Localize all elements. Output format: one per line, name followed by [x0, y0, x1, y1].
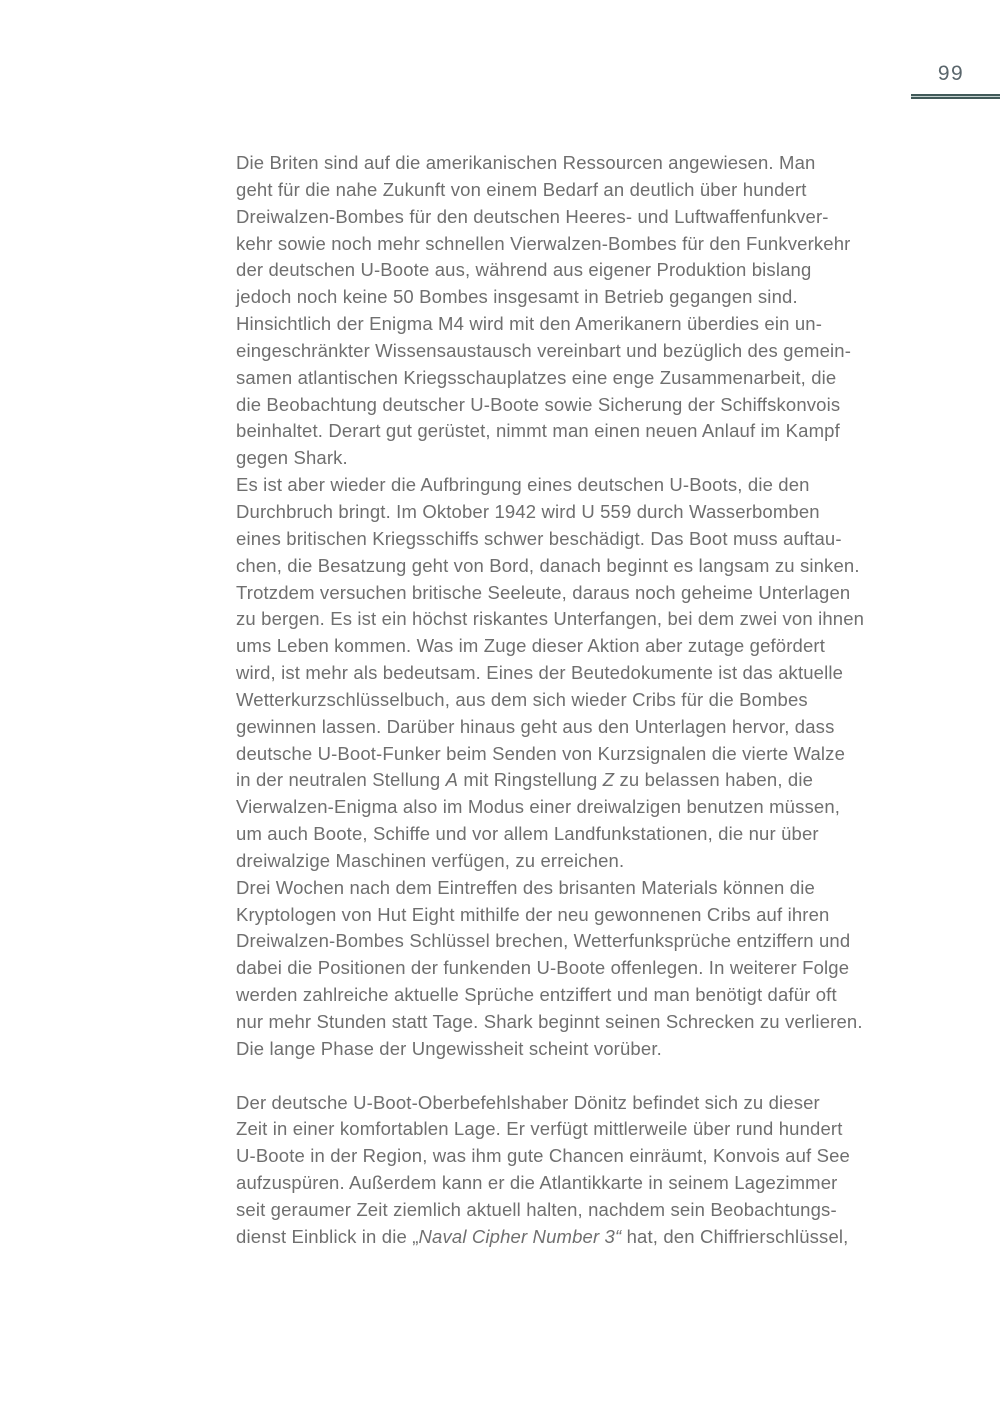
text-line: seit geraumer Zeit ziemlich aktuell halten, nachdem sein Beobachtungs- [236, 1198, 837, 1220]
text-line: Vierwalzen-Enigma also im Modus einer dreiwalzigen benutzen müssen, [236, 796, 841, 818]
text-line: eines britischen Kriegsschiffs schwer beschädigt. Das Boot muss auftau- [236, 527, 842, 549]
text-line: die Beobachtung deutscher U-Boote sowie Sicherung der Schiffskonvois [236, 393, 841, 415]
text-line: gegen Shark. [236, 447, 348, 469]
paragraph [236, 875, 908, 1063]
text-segment: hat, den Chiffrierschlüssel, [621, 1225, 849, 1247]
text-line: dabei die Positionen der funkenden U-Boote offenlegen. In weiterer Folge [236, 957, 850, 979]
text-line: Kryptologen von Hut Eight mithilfe der neu gewonnenen Cribs auf ihren [236, 903, 830, 925]
paragraph [236, 1090, 908, 1251]
italic-text-segment: Naval Cipher Number 3“ [418, 1225, 622, 1247]
text-line: Zeit in einer komfortablen Lage. Er verfügt mittlerweile über rund hundert [236, 1118, 843, 1140]
text-block [236, 150, 908, 1251]
text-line: Wetterkurzschlüsselbuch, aus dem sich wieder Cribs für die Bombes [236, 688, 808, 710]
text-line: Es ist aber wieder die Aufbringung eines deutschen U-Boots, die den [236, 474, 810, 496]
text-line: Dreiwalzen-Bombes für den deutschen Heeres- und Luftwaffenfunkver- [236, 205, 829, 227]
text-line: nur mehr Stunden statt Tage. Shark beginnt seinen Schrecken zu verlieren. [236, 1011, 863, 1032]
text-segment: zu belassen haben, die [614, 769, 814, 791]
text-line: eingeschränkter Wissensaustausch vereinbart und bezüglich des gemein- [236, 339, 852, 361]
text-line: wird, ist mehr als bedeutsam. Eines der Beutedokumente ist das aktuelle [236, 662, 844, 684]
text-line: Drei Wochen nach dem Eintreffen des brisanten Materials können die [236, 876, 815, 898]
text-line: ums Leben kommen. Was im Zuge dieser Aktion aber zutage gefördert [236, 635, 826, 657]
text-line: Trotzdem versuchen britische Seeleute, daraus noch geheime Unterlagen [236, 581, 851, 603]
text-line: Der deutsche U-Boot-Oberbefehlshaber Dönitz befindet sich zu dieser [236, 1091, 820, 1113]
text-line: der deutschen U-Boote aus, während aus eigener Produktion bislang [236, 259, 812, 281]
paragraph [236, 150, 908, 472]
text-line: jedoch noch keine 50 Bombes insgesamt in Betrieb gegangen sind. [236, 286, 798, 308]
header-rule [911, 94, 1000, 99]
italic-text-segment: A [445, 769, 459, 791]
text-line: beinhaltet. Derart gut gerüstet, nimmt man einen neuen Anlauf im Kampf [236, 420, 840, 442]
text-line: Die Briten sind auf die amerikanischen Ressourcen angewiesen. Man [236, 152, 816, 173]
italic-text-segment: Z [602, 769, 615, 791]
text-line: zu bergen. Es ist ein höchst riskantes Unterfangen, bei dem zwei von ihnen [236, 608, 865, 630]
text-line: samen atlantischen Kriegsschauplatzes eine enge Zusammenarbeit, die [236, 366, 837, 388]
text-line: aufzuspüren. Außerdem kann er die Atlantikkarte in seinem Lagezimmer [236, 1172, 838, 1194]
text-line: um auch Boote, Schiffe und vor allem Landfunkstationen, die nur über [236, 823, 819, 845]
text-line: werden zahlreiche aktuelle Sprüche entziffert und man benötigt dafür oft [236, 984, 837, 1006]
text-line: dreiwalzige Maschinen verfügen, zu erreichen. [236, 849, 625, 871]
text-segment: dienst Einblick in die „ [236, 1225, 419, 1247]
paragraph-spacer [236, 1063, 908, 1090]
text-line [236, 1224, 908, 1251]
text-line: U-Boote in der Region, was ihm gute Chancen einräumt, Konvois auf See [236, 1145, 850, 1167]
text-line: gewinnen lassen. Darüber hinaus geht aus den Unterlagen hervor, dass [236, 715, 835, 737]
text-line: Hinsichtlich der Enigma M4 wird mit den Amerikanern überdies ein un- [236, 313, 823, 335]
text-line [236, 767, 908, 794]
text-line: kehr sowie noch mehr schnellen Vierwalzen-Bombes für den Funkverkehr [236, 232, 851, 254]
text-line: Die lange Phase der Ungewissheit scheint vorüber. [236, 1037, 662, 1059]
text-line: Durchbruch bringt. Im Oktober 1942 wird U 559 durch Wasserbomben [236, 500, 820, 522]
text-line: geht für die nahe Zukunft von einem Bedarf an deutlich über hundert [236, 178, 807, 200]
text-line: chen, die Besatzung geht von Bord, danach beginnt es langsam zu sinken. [236, 554, 860, 576]
paragraph [236, 472, 908, 875]
page-number: 99 [937, 62, 965, 85]
text-line: deutsche U-Boot-Funker beim Senden von Kurzsignalen die vierte Walze [236, 742, 846, 764]
text-segment: in der neutralen Stellung [236, 769, 446, 791]
text-line: Dreiwalzen-Bombes Schlüssel brechen, Wetterfunksprüche entziffern und [236, 930, 851, 952]
text-segment: mit Ringstellung [458, 769, 603, 791]
